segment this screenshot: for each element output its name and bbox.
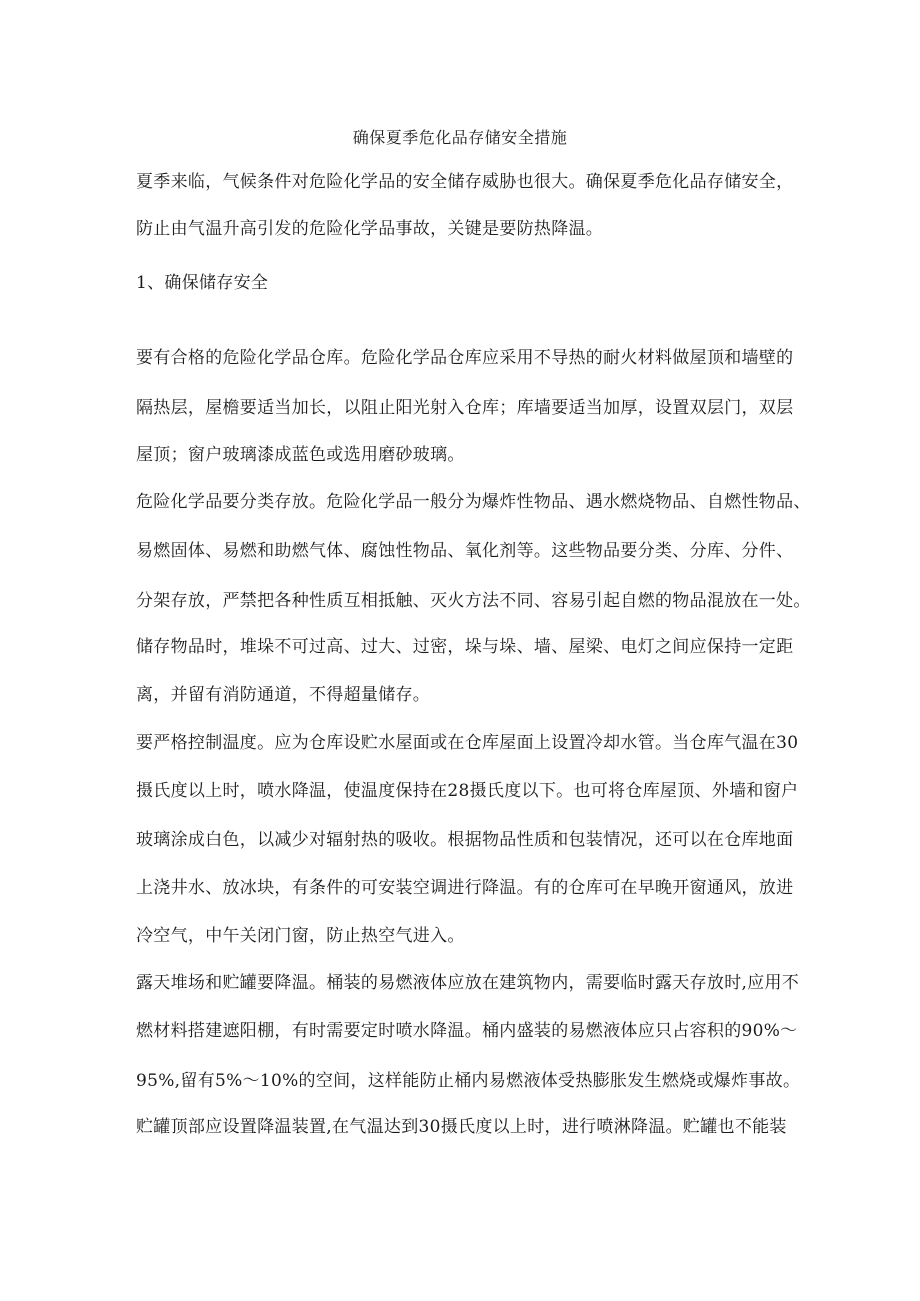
paragraph-line: 危险化学品要分类存放。危险化学品一般分为爆炸性物品、遇水燃烧物品、自燃性物品、 [136,492,811,512]
paragraph-line: 屋顶；窗户玻璃漆成蓝色或选用磨砂玻璃。 [136,445,465,465]
paragraph-line: 防止由气温升高引发的危险化学品事故，关键是要防热降温。 [136,219,604,239]
section-heading: 1、确保储存安全 [136,273,269,293]
paragraph-line: 易燃固体、易燃和助燃气体、腐蚀性物品、氧化剂等。这些物品要分类、分库、分件、 [136,541,794,561]
paragraph-line: 燃材料搭建遮阳棚，有时需要定时喷水降温。桶内盛装的易燃液体应只占容积的90%～ [136,1021,798,1041]
paragraph-line: 上浇井水、放冰块，有条件的可安装空调进行降温。有的仓库可在早晚开窗通风，放进 [136,878,794,898]
paragraph-line: 分架存放，严禁把各种性质互相抵触、灭火方法不同、容易引起自燃的物品混放在一处。 [136,591,811,611]
paragraph-line: 隔热层，屋檐要适当加长，以阻止阳光射入仓库；库墙要适当加厚，设置双层门，双层 [136,398,794,418]
paragraph-line: 储存物品时，堆垛不可过高、过大、过密，垛与垛、墙、屋梁、电灯之间应保持一定距 [136,637,794,657]
paragraph-line: 要严格控制温度。应为仓库设贮水屋面或在仓库屋面上设置冷却水管。当仓库气温在30 [136,733,799,753]
paragraph-line: 要有合格的危险化学品仓库。危险化学品仓库应采用不导热的耐火材料做屋顶和墙壁的 [136,348,794,368]
document-title: 确保夏季危化品存储安全措施 [352,128,568,147]
paragraph-line: 冷空气，中午关闭门窗，防止热空气进入。 [136,926,465,946]
paragraph-line: 95%,留有5%～10%的空间，这样能防止桶内易燃液体受热膨胀发生燃烧或爆炸事故。 [136,1071,801,1091]
paragraph-line: 露天堆场和贮罐要降温。桶装的易燃液体应放在建筑物内，需要临时露天存放时,应用不 [136,973,800,993]
paragraph-line: 夏季来临，气候条件对危险化学品的安全储存威胁也很大。确保夏季危化品存储安全， [136,172,794,192]
paragraph-line: 摄氏度以上时，喷水降温，使温度保持在28摄氏度以下。也可将仓库屋顶、外墙和窗户 [136,781,799,801]
paragraph-line: 玻璃涂成白色，以减少对辐射热的吸收。根据物品性质和包装情况，还可以在仓库地面 [136,830,794,850]
paragraph-line: 离，并留有消防通道，不得超量储存。 [136,685,431,705]
paragraph-line: 贮罐顶部应设置降温装置,在气温达到30摄氏度以上时，进行喷淋降温。贮罐也不能装 [136,1117,787,1137]
